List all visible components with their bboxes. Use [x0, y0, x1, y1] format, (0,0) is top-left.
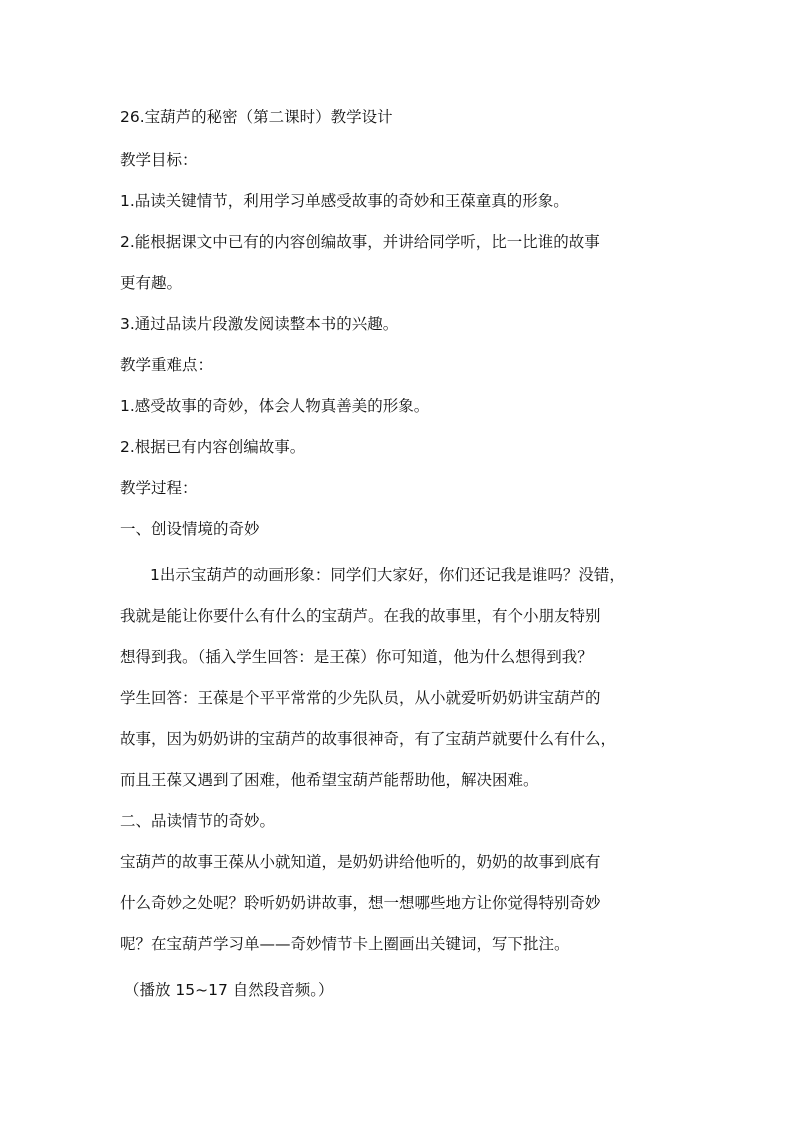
section1-paragraph-line-2: 我就是能让你要什么有什么的宝葫芦。在我的故事里，有个小朋友特别: [120, 607, 601, 625]
section1-heading: 一、创设情境的奇妙: [120, 520, 260, 538]
student-answer-line-3: 而且王葆又遇到了困难，他希望宝葫芦能帮助他，解决困难。: [120, 771, 539, 789]
keypoint-line-1: 1.感受故事的奇妙，体会人物真善美的形象。: [120, 397, 430, 415]
document-title: 26.宝葫芦的秘密（第二课时）教学设计: [120, 108, 393, 126]
student-answer-line-2: 故事，因为奶奶讲的宝葫芦的故事很神奇，有了宝葫芦就要什么有什么，: [120, 730, 617, 748]
section1-paragraph-line-3: 想得到我。（插入学生回答：是王葆）你可知道，他为什么想得到我？: [120, 648, 593, 666]
section2-paragraph-line-2: 什么奇妙之处呢？聆听奶奶讲故事，想一想哪些地方让你觉得特别奇妙: [120, 894, 601, 912]
process-heading: 教学过程：: [120, 479, 198, 497]
section2-heading: 二、品读情节的奇妙。: [120, 812, 276, 830]
keypoints-heading: 教学重难点：: [120, 356, 214, 374]
objective-line-2-continued: 更有趣。: [120, 274, 183, 292]
section2-paragraph-line-3: 呢？在宝葫芦学习单——奇妙情节卡上圈画出关键词，写下批注。: [120, 935, 570, 953]
objective-line-3: 3.通过品读片段激发阅读整本书的兴趣。: [120, 315, 399, 333]
section2-paragraph-line-1: 宝葫芦的故事王葆从小就知道，是奶奶讲给他听的，奶奶的故事到底有: [120, 853, 601, 871]
objective-line-1: 1.品读关键情节，利用学习单感受故事的奇妙和王葆童真的形象。: [120, 192, 569, 210]
section1-paragraph-line-1: 1出示宝葫芦的动画形象：同学们大家好，你们还记我是谁吗？没错，: [150, 566, 625, 584]
keypoint-line-2: 2.根据已有内容创编故事。: [120, 438, 306, 456]
student-answer-line-1: 学生回答：王葆是个平平常常的少先队员，从小就爱听奶奶讲宝葫芦的: [120, 689, 601, 707]
objective-line-2: 2.能根据课文中已有的内容创编故事，并讲给同学听，比一比谁的故事: [120, 233, 600, 251]
audio-note: （播放 15~17 自然段音频。）: [124, 981, 334, 999]
objectives-heading: 教学目标：: [120, 151, 198, 169]
